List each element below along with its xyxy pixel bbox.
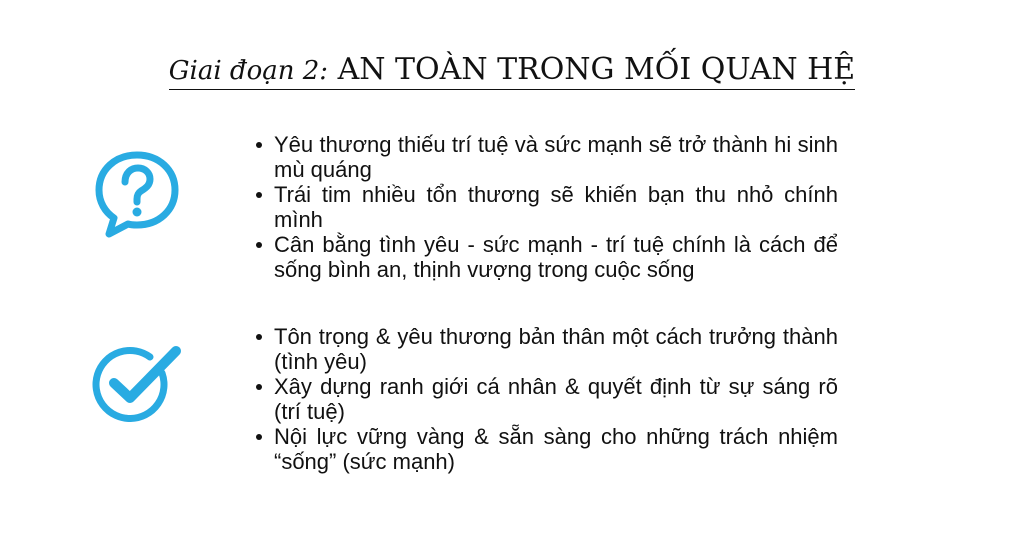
- title-prefix: Giai đoạn 2:: [168, 56, 329, 86]
- question-speech-bubble-icon: [94, 150, 180, 238]
- list-item: [252, 374, 838, 424]
- list-item-text: Nội lực vững vàng & sẵn sàng cho những trách nhiệm “sống” (sức mạnh): [274, 424, 838, 474]
- bullet-icon: [256, 334, 262, 340]
- title-main: AN TOÀN TRONG MỐI QUAN HỆ: [337, 52, 856, 87]
- list-item-text: Trái tim nhiều tổn thương sẽ khiến bạn thu nhỏ chính mình: [274, 182, 838, 232]
- list-item: [252, 182, 838, 232]
- list-item: [252, 324, 838, 374]
- list-item: [252, 132, 838, 182]
- bullet-icon: [256, 384, 262, 390]
- list-item-text: Tôn trọng & yêu thương bản thân một cách trưởng thành (tình yêu): [274, 324, 838, 374]
- list-item: [252, 232, 838, 282]
- problems-list: [252, 132, 838, 282]
- title-underlined: [169, 52, 855, 90]
- list-item: [252, 424, 838, 474]
- bullet-icon: [256, 242, 262, 248]
- page-title: [0, 50, 1024, 90]
- list-item-text: Cân bằng tình yêu - sức mạnh - trí tuệ chính là cách để sống bình an, thịnh vượng trong cuộc sống: [274, 232, 838, 282]
- bullet-icon: [256, 142, 262, 148]
- solutions-list: [252, 324, 838, 474]
- bullet-icon: [256, 192, 262, 198]
- checkmark-circle-icon: [92, 345, 182, 425]
- list-item-text: Xây dựng ranh giới cá nhân & quyết định từ sự sáng rõ (trí tuệ): [274, 374, 838, 424]
- list-item-text: Yêu thương thiếu trí tuệ và sức mạnh sẽ trở thành hi sinh mù quáng: [274, 132, 838, 182]
- bullet-icon: [256, 434, 262, 440]
